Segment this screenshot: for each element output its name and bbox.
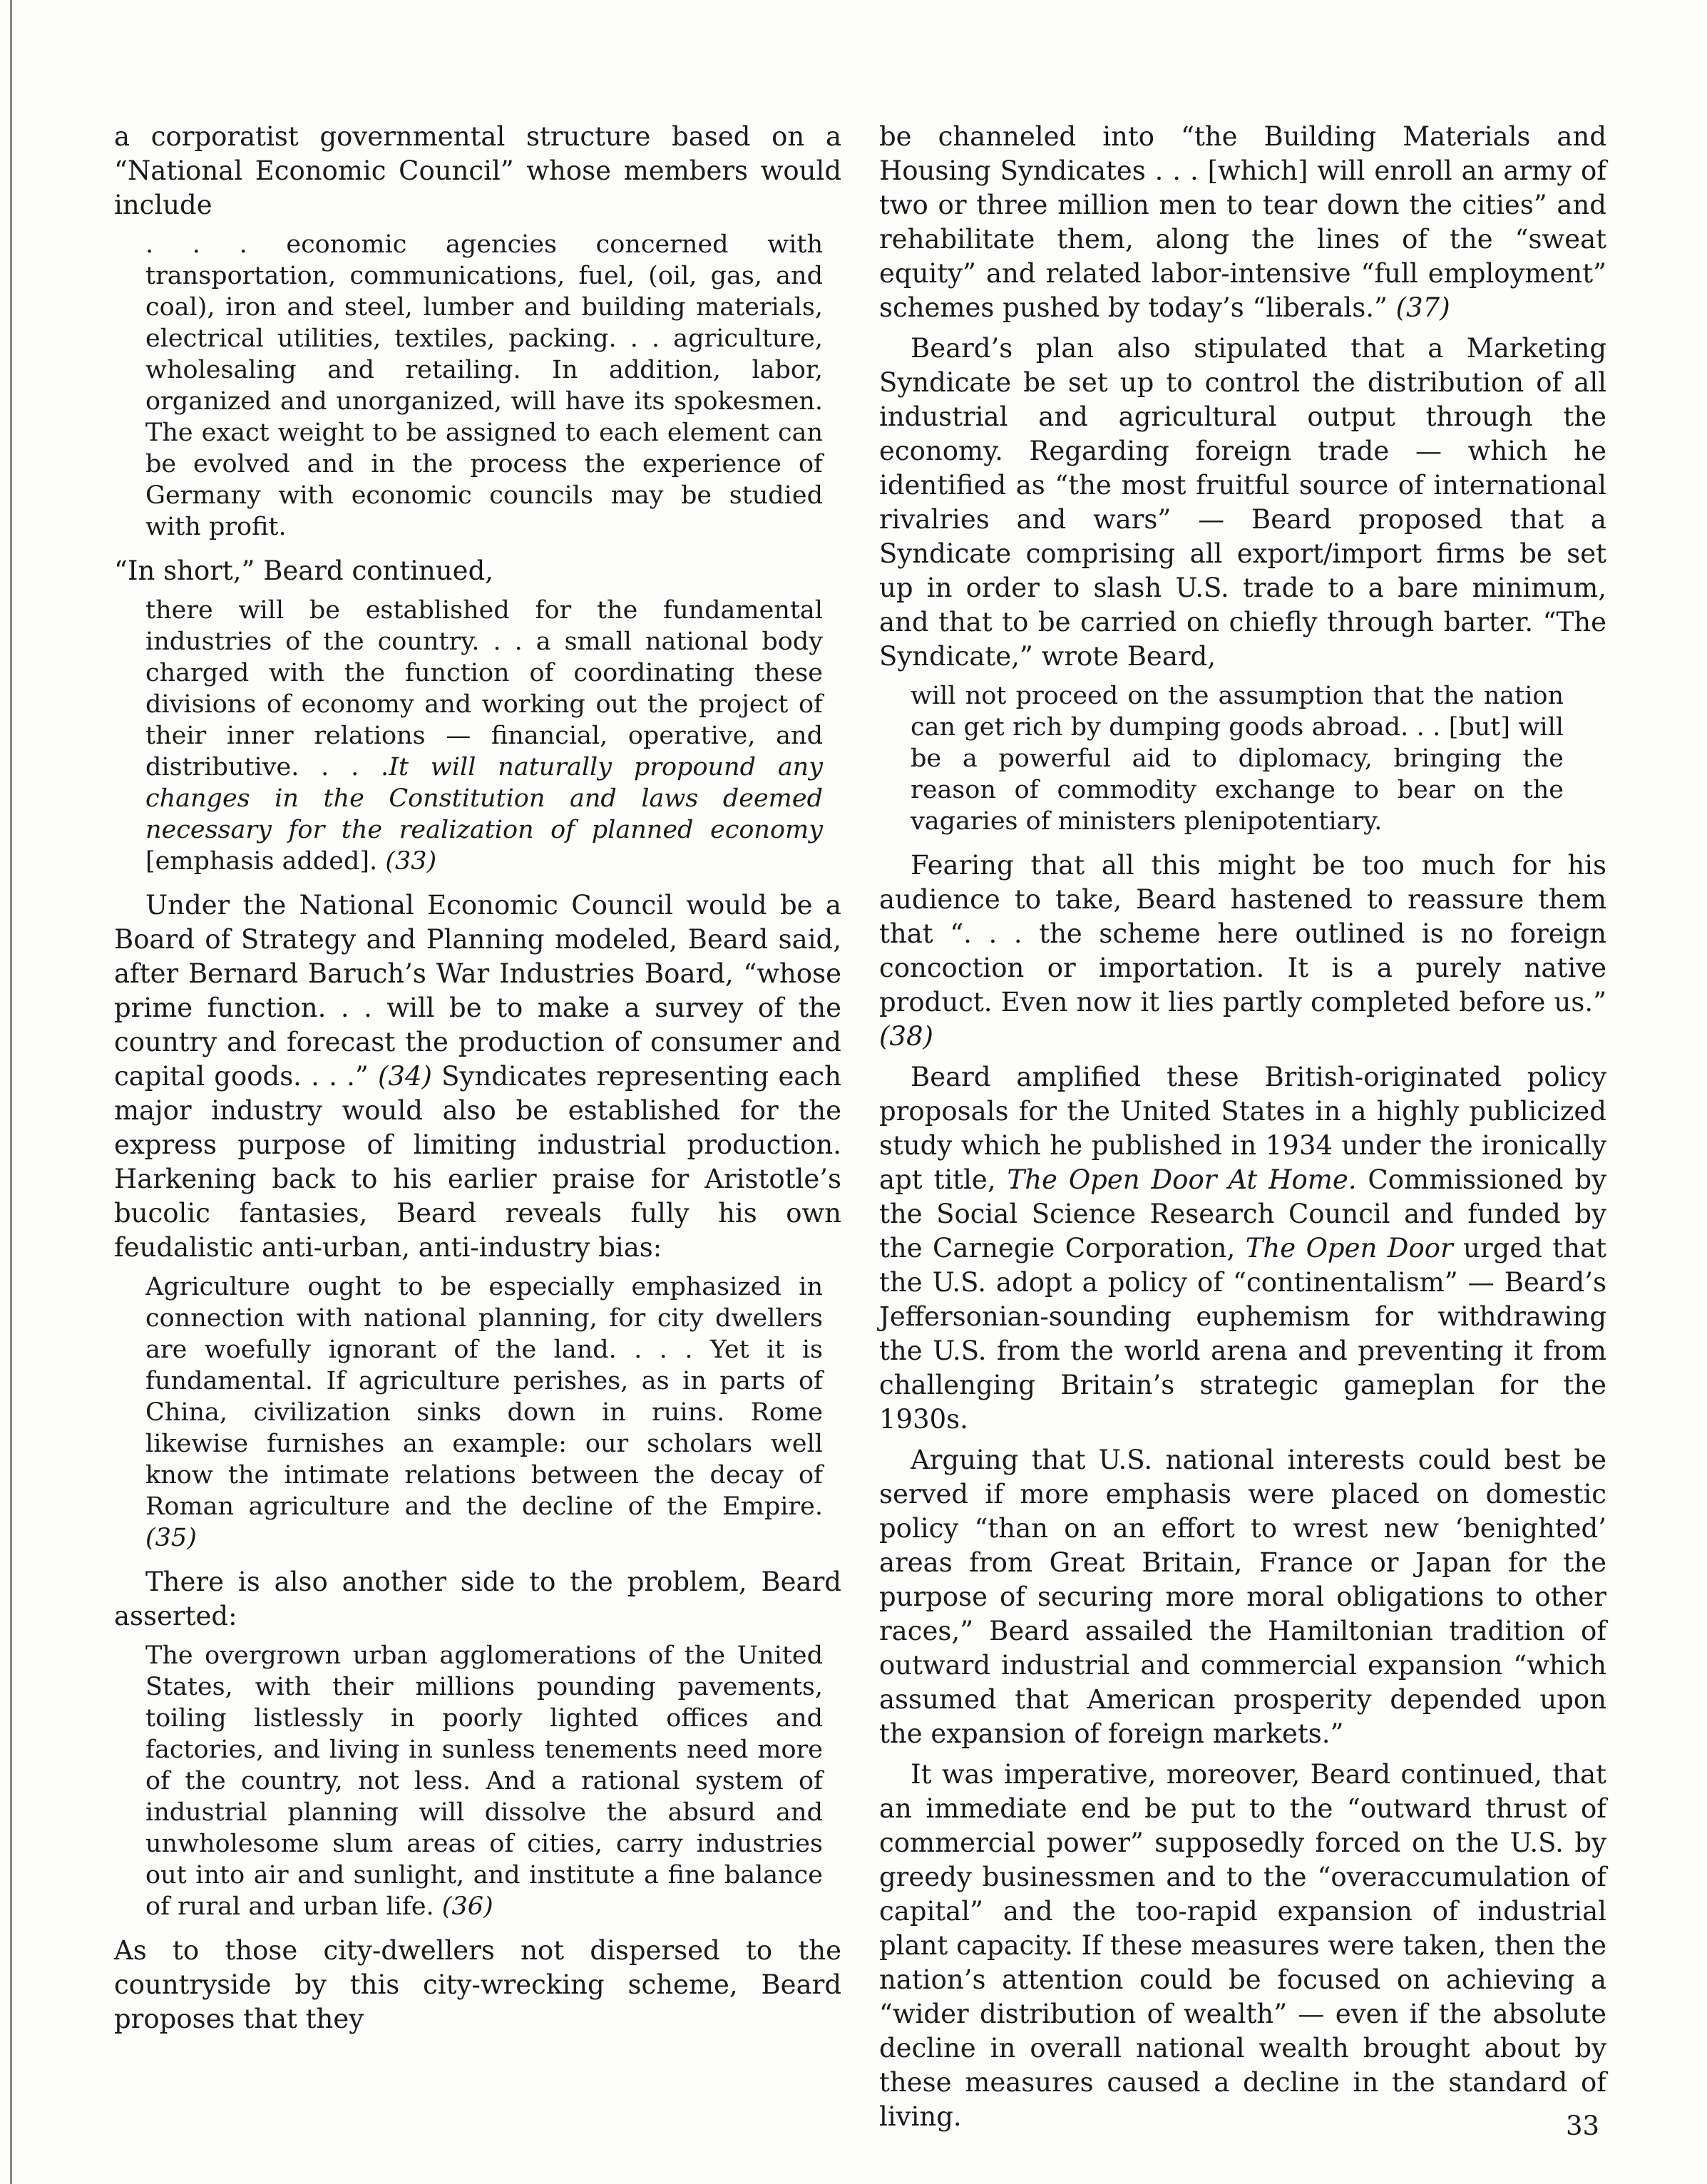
paragraph: “In short,” Beard continued, — [114, 555, 494, 586]
book-title: The Open Door — [1245, 1233, 1453, 1263]
block-quote — [145, 1640, 823, 1922]
paragraph-text: Commissioned by the Social Science Research Council and funded by the Carnegie Corporation, — [879, 1164, 1606, 1263]
paragraph: There is also another side to the problem, Beard asserted: — [114, 1567, 841, 1631]
left-column — [114, 120, 841, 2043]
paragraph-text: Under the National Economic Council would be a Board of Strategy and Planning modeled, Beard said, after Bernard Baruch’s War Industries Board, “whose prime function. . . will be to make a survey of the country and forecast the production of consumer and capital goods. . . .” — [114, 890, 841, 1092]
quote-text: [emphasis added]. — [145, 847, 386, 876]
paragraph-text: be channeled into “the Building Materials and Housing Syndicates . . . [which] will enroll an army of two or three million men to tear down the cities” and rehabilitate them, along the lines of the “sweat equity” and related labor-intensive “full employment” schemes pushed by today’s “liberals.” — [879, 121, 1606, 323]
footnote-ref: (37) — [1395, 292, 1450, 323]
footnote-ref: (33) — [385, 847, 437, 876]
footnote-ref: (34) — [377, 1061, 432, 1092]
paragraph-text: Fearing that all this might be too much for his audience to take, Beard hastened to reassure them that “. . . the scheme here outlined is no foreign concoction or importation. It is a purely native product. Even now it lies partly completed before us.” — [879, 850, 1606, 1017]
quote-text: there will be established for the fundamental industries of the country. . . a small national body charged with the function of coordinating these divisions of economy and working out the project of their inner relations — financial, operative, and distributive. . . . — [145, 596, 823, 781]
paragraph — [879, 120, 1606, 325]
paragraph-text: Beard amplified these British-originated policy proposals for the United States in a highly publicized study which he published in 1934 under the ironically apt title, — [879, 1062, 1606, 1195]
paragraph-text: urged that the U.S. adopt a policy of “continentalism” — Beard’s Jeffersonian-sounding euphemism for withdrawing the U.S. from the world arena and preventing it from challenging Britain’s strategic gameplan for the 1930s. — [879, 1233, 1607, 1435]
emphasis-text: It will naturally propound any changes in the Constitution and laws deemed necessary for the realization of planned economy — [145, 753, 823, 844]
page-edge-rule — [10, 0, 12, 2184]
paragraph — [879, 1060, 1606, 1437]
paragraph — [879, 849, 1606, 1054]
paragraph-text: Syndicates representing each major industry would also be established for the express purpose of limiting industrial production. Harkening back to his earlier praise for Aristotle’s bucolic fantasies, Beard reveals fully his own feudalistic anti-urban, anti-industry bias: — [114, 1061, 841, 1263]
footnote-ref: (38) — [879, 1021, 933, 1052]
paragraph: Beard’s plan also stipulated that a Marketing Syndicate be set up to control the distribution of all industrial and agricultural output through the economy. Regarding foreign trade — which he identified as “the most fruitful source of international rivalries and wars” — Beard proposed that a Syndicate comprising all export/import firms be set up in order to slash U.S. trade to a bare minimum, and that to be carried on chiefly through barter. “The Syndicate,” wrote Beard, — [879, 333, 1606, 672]
paragraph: It was imperative, moreover, Beard continued, that an immediate end be put to the “outward thrust of commercial power” supposedly forced on the U.S. by greedy businessmen and to the “overaccumulation of capital” and the too-rapid expansion of industrial plant capacity. If these measures were taken, then the nation’s attention could be focused on achieving a “wider distribution of wealth” — even if the absolute decline in overall national wealth brought about by these measures caused a decline in the standard of living. — [879, 1759, 1606, 2132]
quote-text: The overgrown urban agglomerations of the United States, with their millions pounding pavements, toiling listlessly in poorly lighted offices and factories, and living in sunless tenements need more of the country, not less. And a rational system of industrial planning will dissolve the absurd and unwholesome slum areas of cities, carry industries out into air and sunlight, and institute a fine balance of rural and urban life. — [145, 1641, 823, 1921]
block-quote — [145, 1271, 823, 1554]
paragraph — [114, 888, 841, 1265]
block-quote: will not proceed on the assumption that the nation can get rich by dumping goods abroad. . . [but] will be a powerful aid to diplomacy, bringing the reason of commodity exchange to bear on the vagaries of ministers plenipotentiary. — [911, 682, 1564, 836]
block-quote — [145, 595, 823, 877]
quote-text: Agriculture ought to be especially emphasized in connection with national planning, for city dwellers are woefully ignorant of the land. . . . Yet it is fundamental. If agriculture perishes, as in parts of China, civilization sinks down in ruins. Rome likewise furnishes an example: our scholars well know the intimate relations between the decay of Roman agriculture and the decline of the Empire. — [145, 1273, 823, 1521]
footnote-ref: (36) — [441, 1892, 493, 1921]
right-column — [879, 120, 1606, 2141]
paragraph: a corporatist governmental structure based on a “National Economic Council” whose members would include — [114, 121, 841, 220]
book-title: The Open Door At Home. — [1007, 1164, 1357, 1195]
paragraph: As to those city-dwellers not dispersed to the countryside by this city-wrecking scheme, Beard proposes that they — [114, 1935, 841, 2034]
block-quote: . . . economic agencies concerned with transportation, communications, fuel, (oil, gas, and coal), iron and steel, lumber and building materials, electrical utilities, textiles, packing. . . agriculture, wholesaling and retailing. In addition, labor, organized and unorganized, will have its spokesmen. The exact weight to be assigned to each element can be evolved and in the process the experience of Germany with economic councils may be studied with profit. — [145, 230, 823, 541]
page-number: 33 — [1566, 2111, 1600, 2141]
paragraph: Arguing that U.S. national interests could best be served if more emphasis were placed on domestic policy “than on an effort to wrest new ‘benighted’ areas from Great Britain, France or Japan for the purpose of securing more moral obligations to other races,” Beard assailed the Hamiltonian tradition of outward industrial and commercial expansion “which assumed that American prosperity depended upon the expansion of foreign markets.” — [879, 1445, 1606, 1749]
footnote-ref: (35) — [145, 1524, 197, 1552]
